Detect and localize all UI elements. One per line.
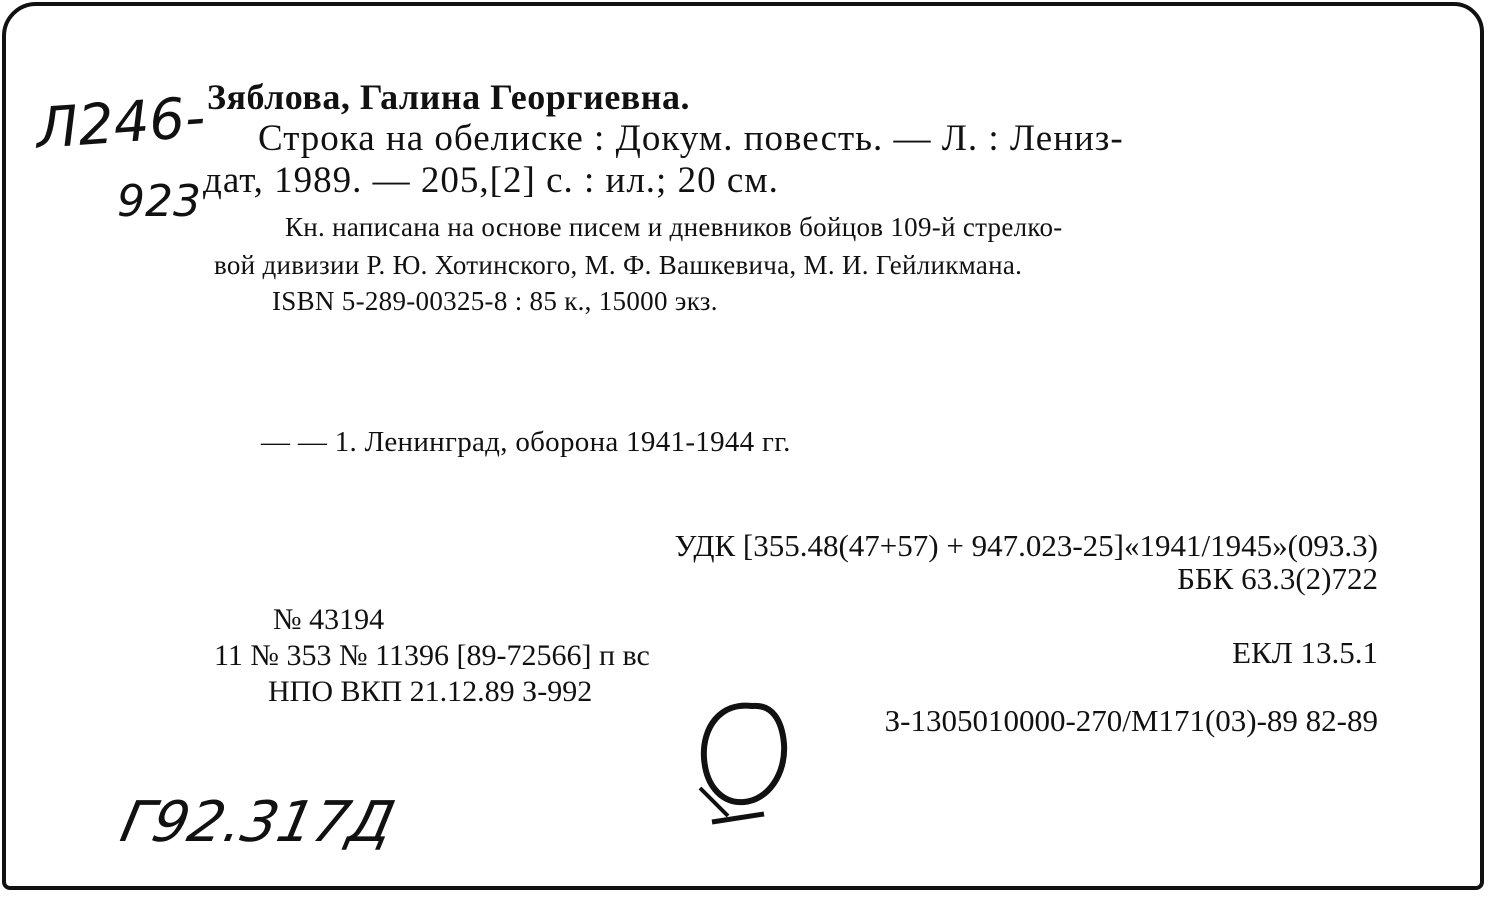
handwritten-shelf-mark-bottom: 923 <box>117 176 201 227</box>
title-line-1: Строка на обелиске : Докум. повесть. — Л. : Лениз- <box>258 118 1124 159</box>
subject-heading: — — 1. Ленинград, оборона 1941-1944 гг. <box>261 426 791 458</box>
print-line: 11 № 353 № 11396 [89-72566] п вс <box>214 639 650 672</box>
ekl-code: ЕКЛ 13.5.1 <box>1232 635 1378 670</box>
price-code: З-1305010000-270/М171(03)-89 82-89 <box>884 703 1378 738</box>
annotation-line-2: вой дивизии Р. Ю. Хотинского, М. Ф. Вашкевича, М. И. Гейликмана. <box>214 250 1023 280</box>
bbk-code: ББК 63.3(2)722 <box>1177 561 1378 596</box>
handwritten-shelf-mark-top: Л246- <box>33 85 208 162</box>
author-heading: Зяблова, Галина Георгиевна. <box>207 77 690 117</box>
isbn-line: ISBN 5-289-00325-8 : 85 к., 15000 экз. <box>272 286 718 316</box>
udk-code: УДК [355.48(47+57) + 947.023-25]«1941/1945»(093.3) <box>674 528 1378 563</box>
hand-drawn-circle-mark <box>690 688 800 838</box>
handwritten-inventory-number: Г92.317Д <box>115 790 400 855</box>
order-number: № 43194 <box>273 603 385 636</box>
npo-line: НПО ВКП 21.12.89 З-992 <box>268 675 593 708</box>
title-line-2: дат, 1989. — 205,[2] с. : ил.; 20 см. <box>203 160 779 201</box>
annotation-line-1: Кн. написана на основе писем и дневников бойцов 109-й стрелко- <box>285 212 1063 242</box>
